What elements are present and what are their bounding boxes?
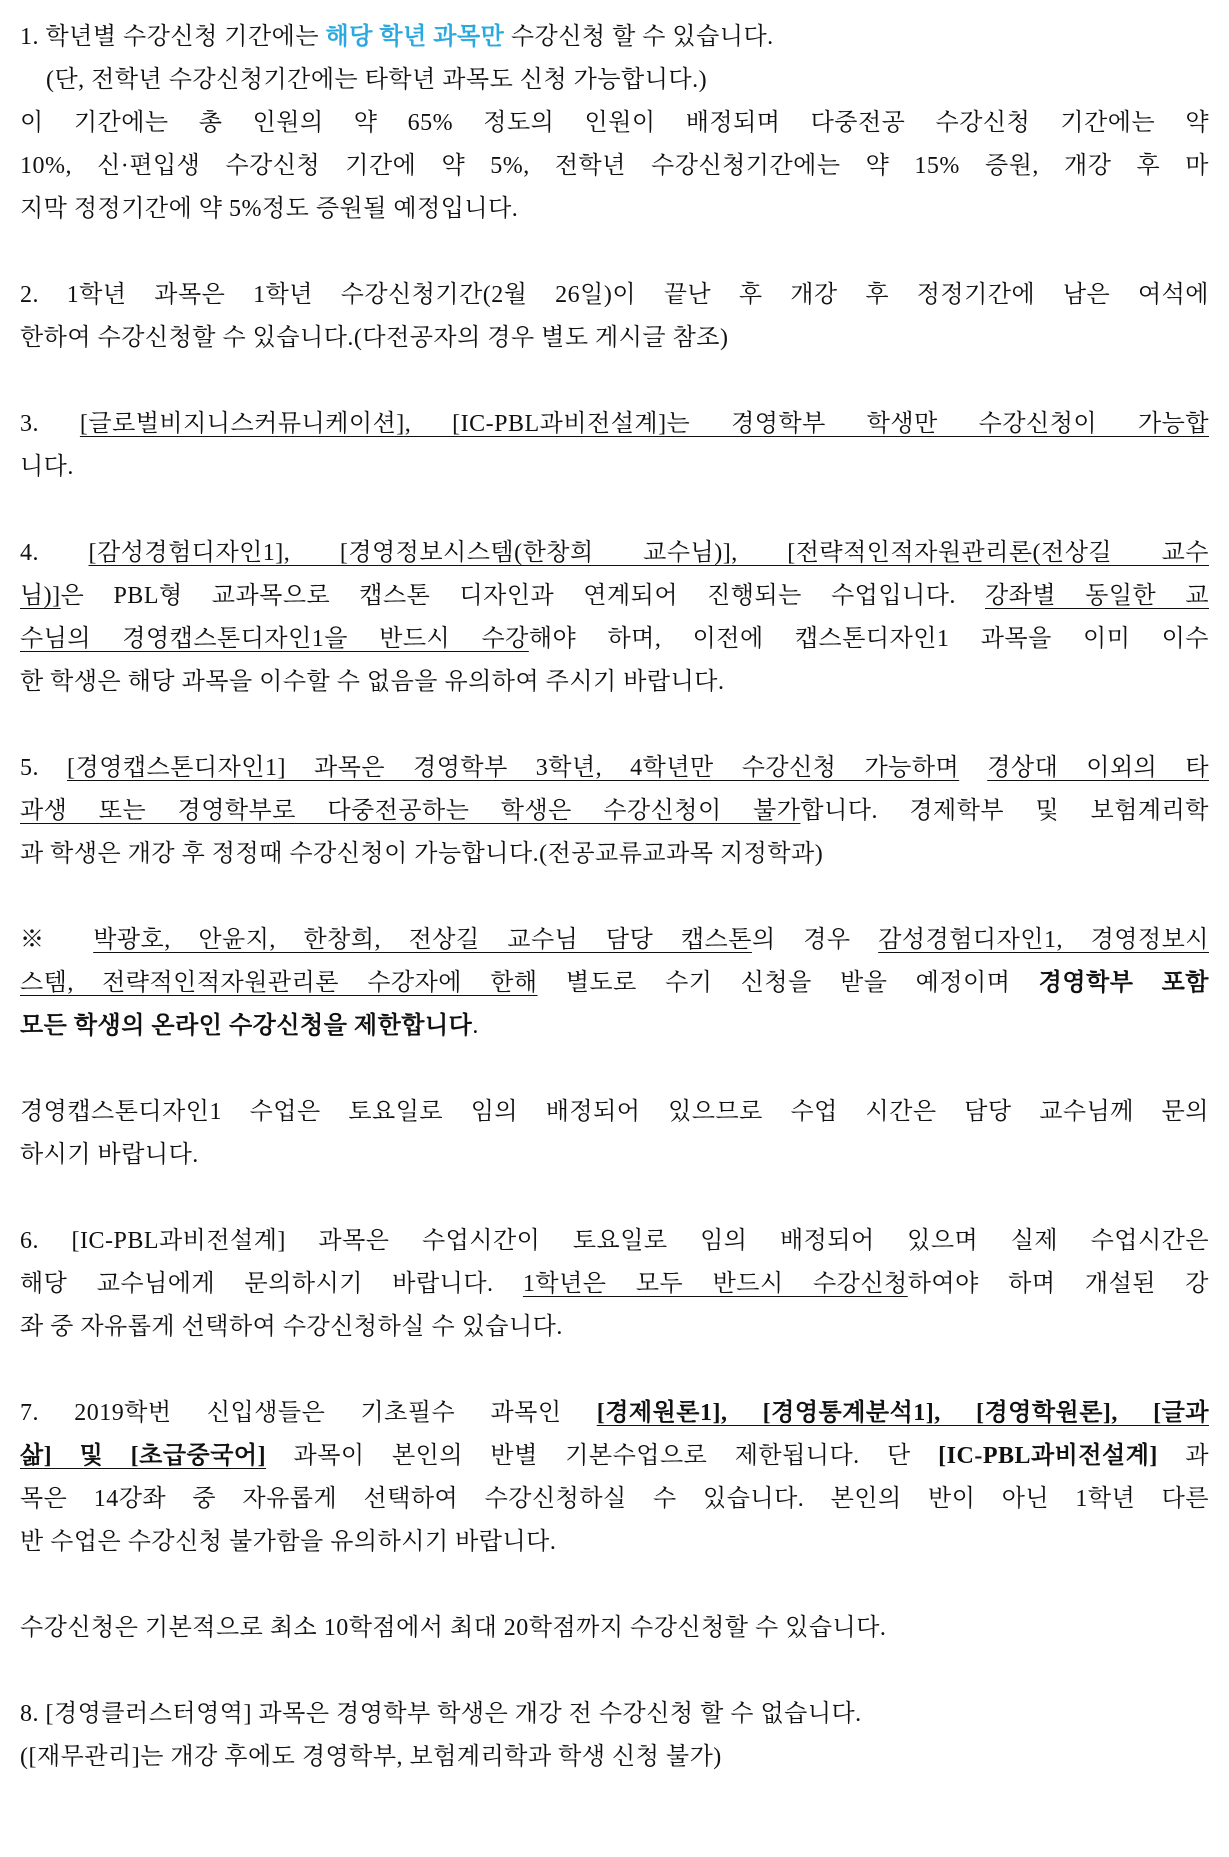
notice-block: [20, 1392, 1209, 1564]
text-line: [20, 833, 1209, 876]
document-body: [20, 16, 1209, 1779]
text-segment: 감성경험디자인1, 경영정보시: [878, 927, 1209, 953]
text-segment: 과생 또는 경영학부로 다중전공하는 학생은 수강신청이 불가: [20, 798, 801, 824]
text-line: [20, 1693, 1209, 1736]
text-line: [20, 1521, 1209, 1564]
text-segment: ※: [20, 927, 94, 953]
text-segment: 8. [경영클러스터영역] 과목은 경영학부 학생은 개강 전 수강신청 할 수 없습니다.: [20, 1701, 862, 1727]
notice-block: [20, 1693, 1209, 1779]
text-line: [20, 1220, 1209, 1263]
text-segment: 강좌별 동일한 교: [985, 583, 1209, 609]
text-line: [20, 919, 1209, 962]
text-line: [20, 1263, 1209, 1306]
text-line: [20, 403, 1209, 446]
text-line: [20, 1005, 1209, 1048]
text-line: [20, 59, 1209, 102]
text-line: [20, 1736, 1209, 1779]
text-line: [20, 274, 1209, 317]
text-segment: 6. [IC-PBL과비전설계] 과목은 수업시간이 토요일로 임의 배정되어 있으며 실제 수업시간은: [20, 1228, 1209, 1254]
text-segment: .: [472, 1013, 479, 1039]
text-segment: 5.: [20, 755, 68, 781]
text-segment: 한 학생은 해당 과목을 이수할 수 없음을 유의하여 주시기 바랍니다.: [20, 669, 725, 695]
text-segment: 과목이 본인의 반별 기본수업으로 제한됩니다. 단: [266, 1443, 939, 1469]
text-line: [20, 661, 1209, 704]
text-segment: 합니다. 경제학부 및 보험계리학: [800, 798, 1209, 824]
text-line: [20, 188, 1209, 231]
text-segment: 모든 학생의 온라인 수강신청을 제한합니다: [20, 1013, 473, 1039]
text-segment: 수강신청 할 수 있습니다.: [504, 24, 774, 50]
text-segment: [감성경험디자인1], [경영정보시스템(한창희 교수님)], [전략적인적자원관리론(전상길 교수: [88, 540, 1209, 566]
text-line: [20, 16, 1209, 59]
text-segment: 니다.: [20, 454, 74, 480]
text-segment: 은 PBL형 교과목으로 캡스톤 디자인과 연계되어 진행되는 수업입니다.: [60, 583, 985, 609]
text-segment: [경제원론1], [경영통계분석1], [경영학원론], [글과: [596, 1400, 1209, 1426]
text-line: [20, 575, 1209, 618]
text-segment: 7. 2019학번 신입생들은 기초필수 과목인: [20, 1400, 597, 1426]
text-segment: 해당 학년 과목만: [325, 24, 505, 50]
text-line: [20, 145, 1209, 188]
text-segment: 하시기 바랍니다.: [20, 1142, 199, 1168]
text-segment: 하여야 하며 개설된 강: [907, 1271, 1209, 1297]
text-segment: 경영학부 포함: [1038, 970, 1209, 996]
text-segment: 좌 중 자유롭게 선택하여 수강신청하실 수 있습니다.: [20, 1314, 563, 1340]
text-segment: 경영캡스톤디자인1 수업은 토요일로 임의 배정되어 있으므로 수업 시간은 담당 교수님께 문의: [20, 1099, 1209, 1125]
text-line: [20, 1478, 1209, 1521]
notice-block: [20, 16, 1209, 231]
text-line: [20, 618, 1209, 661]
text-line: [20, 446, 1209, 489]
text-segment: [IC-PBL과비전설계]: [938, 1443, 1158, 1469]
text-line: [20, 1134, 1209, 1177]
text-segment: 반 수업은 수강신청 불가함을 유의하시기 바랍니다.: [20, 1529, 557, 1555]
text-segment: 님)]: [20, 583, 61, 609]
text-segment: 지막 정정기간에 약 5%정도 증원될 예정입니다.: [20, 196, 519, 222]
text-line: [20, 790, 1209, 833]
text-segment: 삶] 및 [초급중국어]: [20, 1443, 267, 1469]
notice-block: [20, 747, 1209, 876]
text-line: [20, 532, 1209, 575]
text-segment: 10%, 신·편입생 수강신청 기간에 약 5%, 전학년 수강신청기간에는 약 15% 증원, 개강 후 마: [20, 153, 1209, 179]
text-line: [20, 1392, 1209, 1435]
text-segment: 해야 하며, 이전에 캡스톤디자인1 과목을 이미 이수: [528, 626, 1209, 652]
text-segment: 수님의 경영캡스톤디자인1을 반드시 수강: [20, 626, 529, 652]
text-segment: 목은 14강좌 중 자유롭게 선택하여 수강신청하실 수 있습니다. 본인의 반이 아닌 1학년 다른: [20, 1486, 1209, 1512]
notice-block: [20, 1091, 1209, 1177]
text-segment: 3.: [20, 411, 80, 437]
notice-block: [20, 1607, 1209, 1650]
text-segment: [경영캡스톤디자인1] 과목은 경영학부 3학년, 4학년만 수강신청 가능하며: [67, 755, 960, 781]
text-line: [20, 962, 1209, 1005]
text-line: [20, 317, 1209, 360]
text-segment: 1학년은 모두 반드시 수강신청: [522, 1271, 908, 1297]
text-segment: (단, 전학년 수강신청기간에는 타학년 과목도 신청 가능합니다.): [46, 67, 708, 93]
text-segment: 과 학생은 개강 후 정정때 수강신청이 가능합니다.(전공교류교과목 지정학과): [20, 841, 824, 867]
text-line: [20, 1091, 1209, 1134]
text-line: [20, 1607, 1209, 1650]
text-segment: ([재무관리]는 개강 후에도 경영학부, 보험계리학과 학생 신청 불가): [20, 1744, 722, 1770]
text-segment: [959, 755, 987, 781]
text-segment: 과: [1157, 1443, 1209, 1469]
text-segment: 2. 1학년 과목은 1학년 수강신청기간(2월 26일)이 끝난 후 개강 후 정정기간에 남은 여석에: [20, 282, 1209, 308]
text-segment: 의 경우: [751, 927, 879, 953]
text-segment: 1. 학년별 수강신청 기간에는: [20, 24, 326, 50]
notice-block: [20, 403, 1209, 489]
text-segment: 이 기간에는 총 인원의 약 65% 정도의 인원이 배정되며 다중전공 수강신청 기간에는 약: [20, 110, 1209, 136]
text-segment: 수강신청은 기본적으로 최소 10학점에서 최대 20학점까지 수강신청할 수 있습니다.: [20, 1615, 887, 1641]
text-segment: 경상대 이외의 타: [987, 755, 1209, 781]
text-segment: 별도로 수기 신청을 받을 예정이며: [537, 970, 1039, 996]
notice-block: [20, 1220, 1209, 1349]
notice-block: [20, 919, 1209, 1048]
text-segment: 4.: [20, 540, 89, 566]
text-segment: 스템, 전략적인적자원관리론 수강자에 한해: [20, 970, 538, 996]
text-line: [20, 1435, 1209, 1478]
notice-block: [20, 532, 1209, 704]
text-segment: 해당 교수님에게 문의하시기 바랍니다.: [20, 1271, 523, 1297]
text-line: [20, 747, 1209, 790]
text-segment: 한하여 수강신청할 수 있습니다.(다전공자의 경우 별도 게시글 참조): [20, 325, 729, 351]
text-segment: [글로벌비지니스커뮤니케이션], [IC-PBL과비전설계]는 경영학부 학생만 수강신청이 가능합: [79, 411, 1209, 437]
text-line: [20, 1306, 1209, 1349]
notice-block: [20, 274, 1209, 360]
text-segment: 박광호, 안윤지, 한창희, 전상길 교수님 담당 캡스톤: [93, 927, 752, 953]
text-line: [20, 102, 1209, 145]
